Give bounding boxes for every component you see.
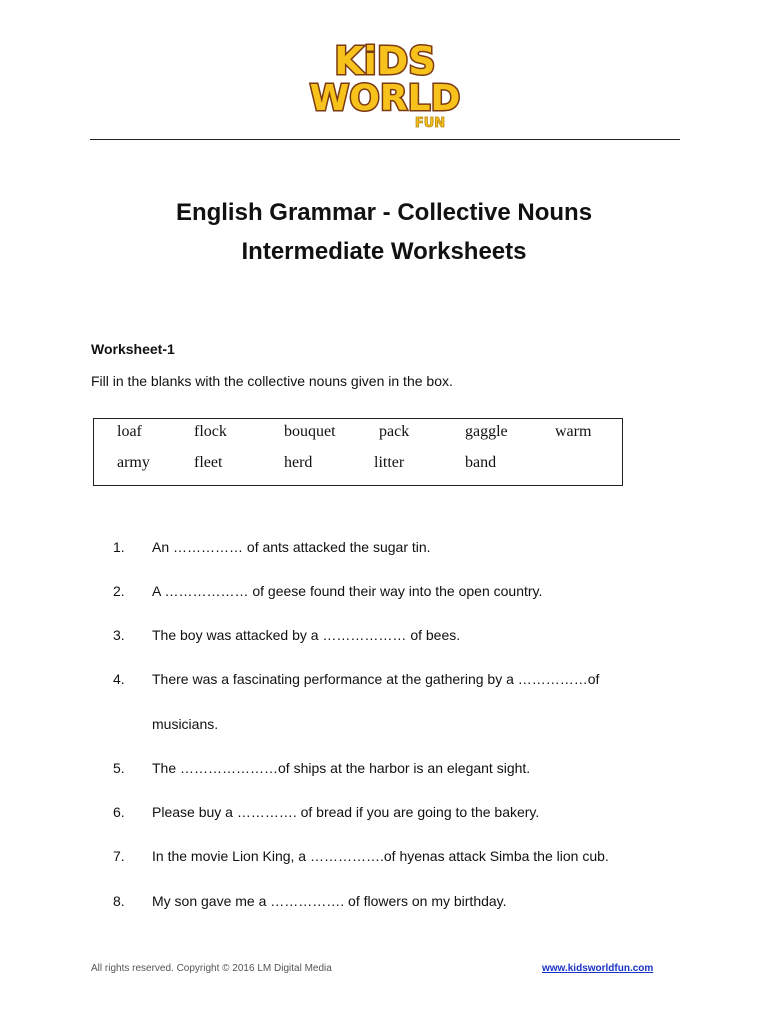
question-text: In the movie Lion King, a …………….of hyenas attack Simba the lion cub. xyxy=(152,848,609,864)
question-number: 5. xyxy=(113,760,125,776)
page-title: English Grammar - Collective Nouns xyxy=(175,199,593,226)
copyright-text: All rights reserved. Copyright © 2016 LM Digital Media xyxy=(91,963,332,974)
word-item: pack xyxy=(379,423,410,440)
question-text: There was a fascinating performance at the gathering by a ……………of xyxy=(152,671,600,687)
question-number: 1. xyxy=(113,539,125,555)
worksheet-heading: Worksheet-1 xyxy=(91,341,175,357)
word-item: herd xyxy=(284,454,313,471)
word-item: gaggle xyxy=(465,423,508,440)
word-item: bouquet xyxy=(284,423,336,440)
page-subtitle: Intermediate Worksheets xyxy=(241,238,527,265)
word-item: fleet xyxy=(194,454,223,471)
question-text: The boy was attacked by a ……………… of bees. xyxy=(152,627,461,643)
word-item: flock xyxy=(194,423,227,440)
word-item: loaf xyxy=(117,423,142,440)
word-box xyxy=(93,418,623,486)
word-item: band xyxy=(465,454,497,471)
logo-line2: WORLD xyxy=(309,78,461,119)
question-number: 3. xyxy=(113,627,125,643)
kids-world-fun-logo xyxy=(302,34,468,130)
question-text: An …………… of ants attacked the sugar tin. xyxy=(152,539,431,555)
logo-line3: FUN xyxy=(414,116,446,130)
question-number: 8. xyxy=(113,893,125,909)
question-number: 6. xyxy=(113,804,125,820)
question-number: 4. xyxy=(113,671,125,687)
word-item: army xyxy=(117,454,150,471)
word-item: litter xyxy=(374,454,405,471)
website-link[interactable]: www.kidsworldfun.com xyxy=(542,963,654,974)
header-divider xyxy=(90,139,680,140)
question-text: The …………………of ships at the harbor is an elegant sight. xyxy=(152,760,531,776)
word-item: warm xyxy=(555,423,592,440)
logo-line1: KiDS xyxy=(334,39,436,83)
question-text-continued: musicians. xyxy=(152,716,219,732)
question-text: A ……………… of geese found their way into the open country. xyxy=(152,583,543,599)
question-text: My son gave me a ……………. of flowers on my birthday. xyxy=(152,893,507,909)
question-number: 7. xyxy=(113,848,125,864)
worksheet-instruction: Fill in the blanks with the collective nouns given in the box. xyxy=(91,373,453,389)
question-number: 2. xyxy=(113,583,125,599)
question-text: Please buy a …………. of bread if you are going to the bakery. xyxy=(152,804,540,820)
